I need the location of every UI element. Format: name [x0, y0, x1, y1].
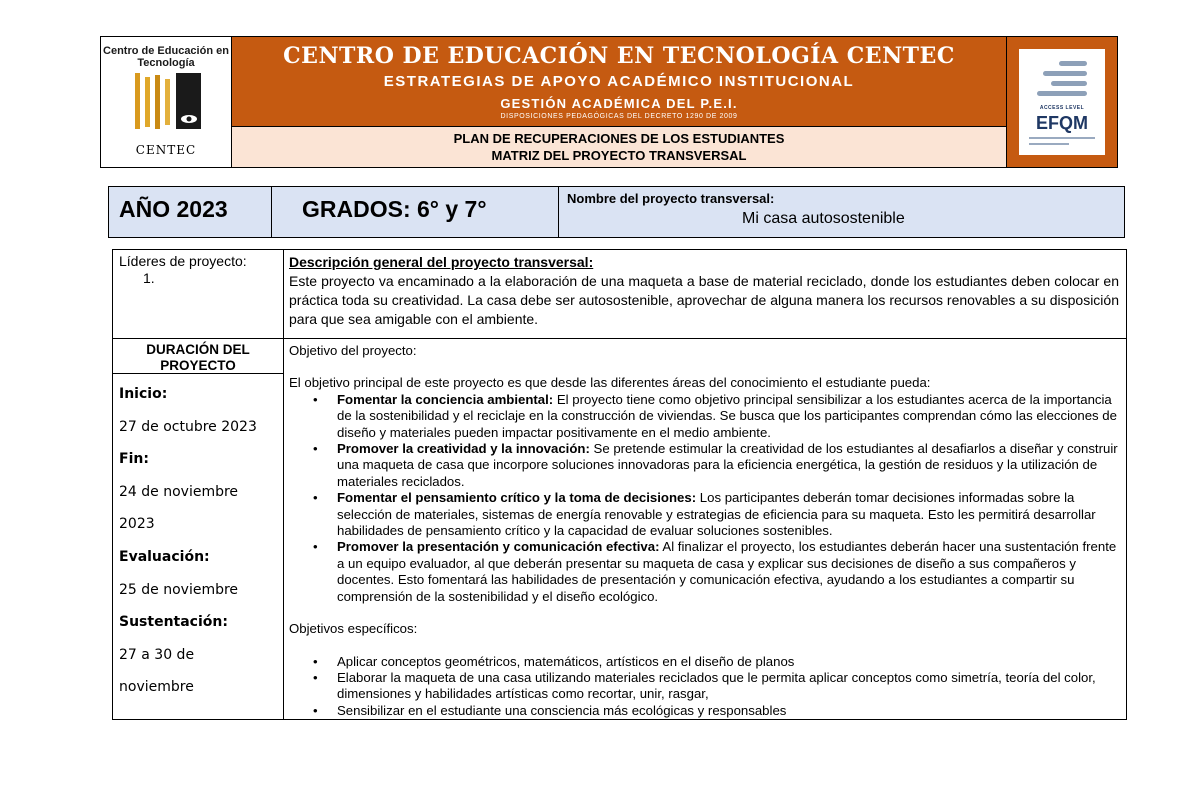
start-value: 27 de octubre 2023	[119, 418, 257, 435]
objective-intro: El objetivo principal de este proyecto es que desde las diferentes áreas del conocimiento el estudiante pueda:	[289, 375, 931, 391]
row-divider	[113, 338, 1126, 339]
efqm-divider	[1029, 143, 1069, 145]
efqm-logo-text: EFQM	[1036, 113, 1088, 133]
header-plan	[232, 127, 1006, 167]
objective-text: El proyecto tiene como objetivo principal sensibilizar a los estudiantes acerca de la importancia de la sostenibilidad y el reciclaje en la construcción de viviendas. Se busca que los participantes comprendan cómo las elecciones de diseño y materiales pueden impactar positivamente en el medio ambiente.	[337, 391, 1117, 440]
project-name-cell	[559, 187, 1124, 237]
header-banner	[232, 37, 1006, 127]
end-value-1: 24 de noviembre	[119, 483, 239, 500]
plan-line-2: MATRIZ DEL PROYECTO TRANSVERSAL	[491, 148, 747, 163]
evaluation-value: 25 de noviembre	[119, 581, 239, 598]
efqm-access-level: ACCESS LEVEL	[1039, 105, 1085, 111]
end-label: Fin:	[119, 451, 149, 468]
objective-text: Al finalizar el proyecto, los estudiantes deberán hacer una sustentación frente a un equipo evaluador, al que deberán presentar su maqueta de casa y explicar sus decisiones de diseño a sus compañeros y docentes. Esto fomentará las habilidades de presentación y comunicación efectiva, ayudando a los estudiantes a compartir su comprensión de la sostenibilidad y el diseño ecológico.	[337, 539, 1117, 604]
sustentation-value-1: 27 a 30 de	[119, 646, 195, 663]
centec-logo	[101, 37, 232, 167]
list-item: • Elaborar la maqueta de una casa utilizando materiales reciclados que le permita aplicar conceptos como simetría, teoría del color, dimensiones y habilidades artísticas como recortar, unir, rasgar,	[337, 670, 1119, 703]
specific-objectives-list	[289, 654, 1119, 720]
duration-list	[119, 378, 279, 704]
objective-title: Fomentar el pensamiento crítico y la toma de decisiones:	[337, 490, 697, 506]
project-name: Mi casa autosostenible	[742, 210, 905, 227]
institution-title: CENTRO DE EDUCACIÓN EN TECNOLOGÍA CENTEC	[283, 43, 955, 69]
objective-list	[289, 392, 1119, 605]
start-label: Inicio:	[119, 386, 168, 402]
project-info-bar	[108, 186, 1125, 238]
project-objectives	[289, 343, 1119, 719]
list-item: • Aplicar conceptos geométricos, matemáticos, artísticos en el diseño de planos	[337, 654, 1119, 670]
project-name-label: Nombre del proyecto transversal:	[567, 191, 775, 206]
efqm-logo-panel	[1006, 37, 1117, 167]
list-item	[337, 441, 1119, 490]
project-description	[289, 253, 1119, 329]
sustentation-value-2: noviembre	[119, 679, 194, 696]
objective-title: Fomentar la conciencia ambiental:	[337, 391, 554, 407]
efqm-logo	[1019, 49, 1105, 155]
document-header	[100, 36, 1118, 168]
objective-text: Los participantes deberán tomar decisiones informadas sobre la selección de materiales, sistemas de energía renovable y estrategias de eficiencia para su maqueta. Esto les permitirá desarrollar habilidades de pensamiento crítico y la capacidad de evaluar soluciones sostenibles.	[337, 490, 1096, 539]
specific-objectives-label: Objetivos específicos:	[289, 621, 418, 637]
sustentation-label: Sustentación:	[119, 614, 228, 631]
leaders-item: 1.	[143, 270, 155, 286]
leaders-label: Líderes de proyecto:	[119, 253, 247, 269]
description-title: Descripción general del proyecto transversal:	[289, 254, 594, 270]
end-value-2: 2023	[119, 516, 155, 533]
header-subtitle-1: ESTRATEGIAS DE APOYO ACADÉMICO INSTITUCIONAL	[383, 73, 855, 90]
duration-title: DURACIÓN DEL PROYECTO	[146, 342, 250, 373]
objective-title: Promover la presentación y comunicación efectiva:	[337, 539, 660, 555]
project-matrix-table	[112, 249, 1127, 720]
header-subtitle-3: DISPOSICIONES PEDAGÓGICAS DEL DECRETO 1290 DE 2009	[500, 113, 738, 120]
efqm-divider	[1029, 137, 1095, 139]
centec-logo-text: Centro de Educación en Tecnología	[103, 45, 229, 69]
header-subtitle-2: GESTIÓN ACADÉMICA DEL P.E.I.	[500, 96, 738, 111]
project-leaders	[119, 253, 247, 287]
list-item	[337, 539, 1119, 605]
list-item	[337, 392, 1119, 441]
objective-text: Se pretende estimular la creatividad de los estudiantes al desafiarlos a diseñar y construir una maqueta de casa que incorpore soluciones innovadoras para la eficiencia energética, la gestión de residuos y la utilización de materiales reciclados.	[337, 441, 1118, 489]
centec-emblem-icon	[121, 71, 211, 141]
plan-line-1: PLAN DE RECUPERACIONES DE LOS ESTUDIANTES	[453, 131, 785, 146]
column-divider	[283, 250, 284, 719]
list-item	[337, 490, 1119, 539]
objective-label: Objetivo del proyecto:	[289, 343, 417, 358]
list-item: • Sensibilizar en el estudiante una consciencia más ecológicas y responsables	[337, 703, 1119, 719]
evaluation-label: Evaluación:	[119, 548, 210, 565]
description-text: Este proyecto va encaminado a la elaboración de una maqueta a base de material reciclado, donde los estudiantes deben colocar en práctica toda su creatividad. La casa debe ser autosostenible, aprovechar de alguna manera los recursos renovables a su disposición para que sea amigable con el ambiente.	[289, 273, 1119, 327]
year: AÑO 2023	[109, 187, 272, 237]
header-center	[232, 37, 1006, 167]
objective-title: Promover la creatividad y la innovación:	[337, 441, 590, 457]
centec-logo-bottom: CENTEC	[135, 143, 197, 157]
grades: GRADOS: 6° y 7°	[272, 187, 559, 237]
